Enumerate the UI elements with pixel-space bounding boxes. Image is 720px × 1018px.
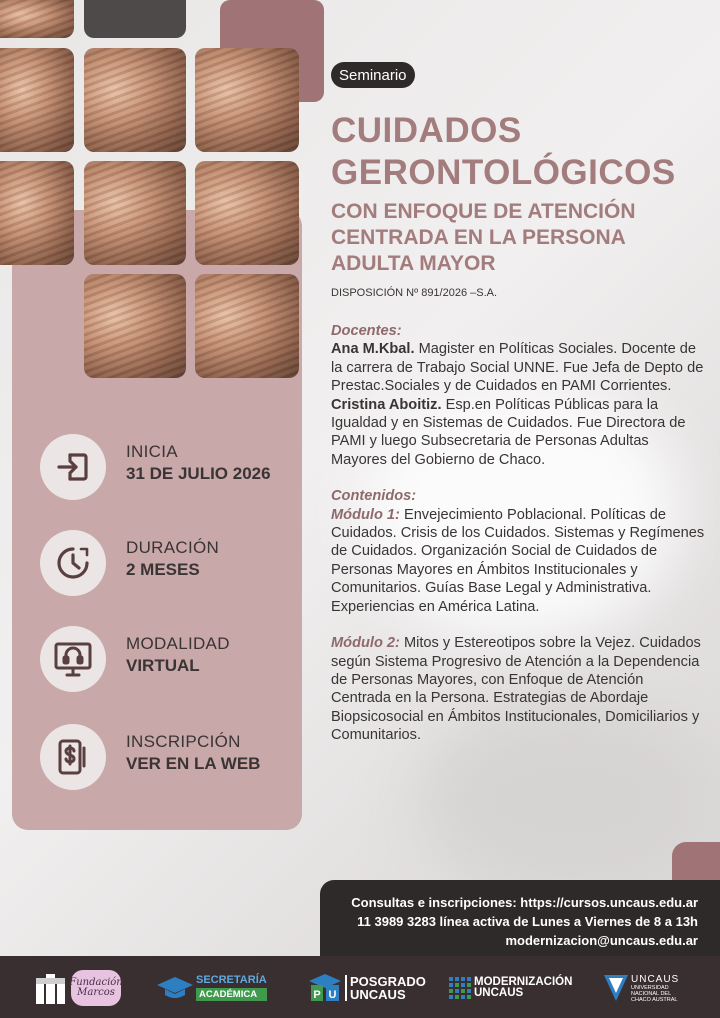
pixel-grid-icon <box>449 977 471 999</box>
posgrado-line2: UNCAUS <box>350 987 406 1002</box>
fundacion-logo <box>34 968 121 1008</box>
module-2 <box>331 634 706 744</box>
uncaus-shield-icon <box>604 973 628 1003</box>
info-value: 31 DE JULIO 2026 <box>126 464 271 483</box>
posgrado-line1: POSGRADO <box>350 974 426 989</box>
contact-web[interactable]: Consultas e inscripciones: https://cursos.uncaus.edu.ar <box>351 895 698 910</box>
posgrado-logo <box>308 968 426 1008</box>
hands-photo-tile <box>84 274 186 378</box>
raised-fists-icon <box>34 970 68 1006</box>
graduation-cap-icon <box>156 975 194 1001</box>
page-subtitle <box>331 199 636 277</box>
clock-icon <box>40 530 106 596</box>
uncaus-sub: NACIONAL DEL <box>631 990 672 997</box>
secretaria-line1: SECRETARÍA <box>196 974 267 986</box>
svg-text:P: P <box>313 989 321 1001</box>
subtitle-line: ADULTA MAYOR <box>331 252 496 275</box>
secretaria-logo <box>156 968 267 1008</box>
hands-photo-tile <box>195 48 299 152</box>
hands-photo-tile <box>195 161 299 265</box>
module-text: Envejecimiento Poblacional. Políticas de Cuidados. Crisis de los Cuidados. Sistemas y Regímenes de Cuidados. Organización Social de Cuidados de Personas Mayores en Ámbitos Institucionales y Comunitarios. Guías Base Legal y Administrativa. Experiencias en América Latina. <box>331 506 705 615</box>
module-text: Mitos y Estereotipos sobre la Vejez. Cuidados según Sistema Progresivo de Atención a la Dependencia de Personas Mayores, con Enfoque de Atención Centrada en la Persona. Estrategias de Abordaje Biopsicosocial en Ámbitos Institucionales, Domiciliarios y Comunitarios. <box>331 635 701 744</box>
teacher-1 <box>331 340 706 395</box>
info-value: VIRTUAL <box>126 656 200 675</box>
uncaus-sub: CHACO AUSTRAL <box>631 996 678 1003</box>
hands-photo-tile <box>0 48 74 152</box>
info-modality <box>40 626 290 692</box>
module-1 <box>331 506 706 616</box>
teacher-name: Cristina Aboitiz. <box>331 396 442 413</box>
modernizacion-logo <box>449 968 572 1008</box>
seminar-badge: Seminario <box>331 62 415 88</box>
svg-text:U: U <box>328 989 337 1001</box>
modernizacion-line2: UNCAUS <box>474 987 524 999</box>
info-value: 2 MESES <box>126 560 200 579</box>
teacher-bio: Esp.en Políticas Públicas para la Igualdad y en Sistemas de Cuidados. Fue Directora de PAMI y luego Subsecretaria de Personas Adultas Mayores del Gobierno de Chaco. <box>331 396 686 468</box>
title-line: CUIDADOS <box>331 111 522 150</box>
page-title <box>331 110 676 194</box>
secretaria-line2: ACADÉMICA <box>196 988 267 1001</box>
footer-logos <box>0 956 720 1018</box>
contact-email[interactable]: modernizacion@uncaus.edu.ar <box>505 933 698 948</box>
info-value: VER EN LA WEB <box>126 754 261 773</box>
info-label: MODALIDAD <box>126 634 230 653</box>
subtitle-line: CENTRADA EN LA PERSONA <box>331 226 626 249</box>
info-registration <box>40 724 290 790</box>
fundacion-name: Fundación Marcos <box>71 970 121 1006</box>
contact-phone: 11 3989 3283 línea activa de Lunes a Viernes de 8 a 13h <box>357 914 698 929</box>
decor-tile <box>84 0 186 38</box>
module-title: Módulo 2: <box>331 635 400 652</box>
info-label: INICIA <box>126 442 178 461</box>
subtitle-line: CON ENFOQUE DE ATENCIÓN <box>331 200 636 223</box>
enter-icon <box>40 434 106 500</box>
hands-photo-tile <box>0 161 74 265</box>
hands-photo-tile <box>84 48 186 152</box>
pu-mark-icon <box>308 973 342 1003</box>
info-label: INSCRIPCIÓN <box>126 732 241 751</box>
course-details <box>331 322 706 745</box>
title-line: GERONTOLÓGICOS <box>331 153 676 192</box>
hands-photo-tile <box>195 274 299 378</box>
hands-photo-tile <box>84 161 186 265</box>
module-title: Módulo 1: <box>331 506 400 523</box>
teacher-bio: Magister en Políticas Sociales. Docente de la carrera de Trabajo Social UNNE. Fue Jefa de Depto de Prestac.Sociales y de Cuidados en PAMI Corrientes. <box>331 341 704 395</box>
hands-photo-tile <box>0 0 74 38</box>
teachers-heading: Docentes: <box>331 323 402 339</box>
modernizacion-line1: MODERNIZACIÓN <box>474 976 573 988</box>
contents-heading: Contenidos: <box>331 488 417 505</box>
uncaus-name: UNCAUS <box>631 973 680 985</box>
disposition-number: DISPOSICIÓN Nº 891/2026 –S.A. <box>331 287 498 299</box>
uncaus-logo <box>604 968 679 1008</box>
info-duration <box>40 530 290 596</box>
info-start <box>40 434 290 500</box>
uncaus-sub: UNIVERSIDAD <box>631 984 669 991</box>
payment-phone-icon <box>40 724 106 790</box>
info-label: DURACIÓN <box>126 538 220 557</box>
contact-box <box>320 880 720 956</box>
teacher-name: Ana M.Kbal. <box>331 341 415 358</box>
monitor-headset-icon <box>40 626 106 692</box>
teacher-2 <box>331 396 706 470</box>
